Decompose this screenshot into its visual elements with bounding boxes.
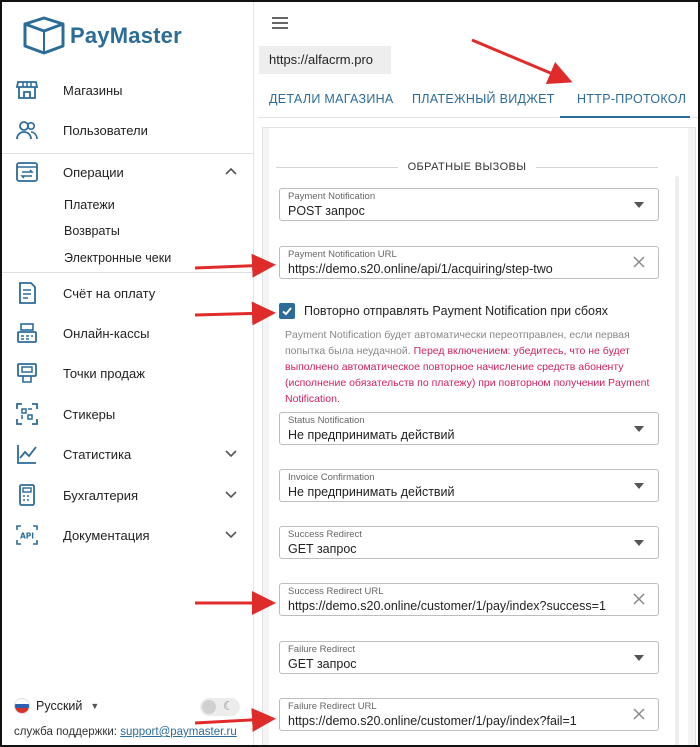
field-value: https://demo.s20.online/customer/1/pay/index?fail=1 bbox=[288, 714, 577, 728]
sidebar-subitem-refunds[interactable]: Возвраты bbox=[64, 224, 120, 238]
sidebar-item-label: Счёт на оплату bbox=[63, 285, 156, 301]
field-label: Failure Redirect bbox=[288, 644, 356, 655]
sidebar-item-label: Стикеры bbox=[63, 406, 116, 422]
annotation-arrow-payment-url bbox=[195, 265, 270, 268]
svg-text:API: API bbox=[19, 531, 35, 541]
sidebar-item-label: Магазины bbox=[63, 82, 123, 98]
field-label: Payment Notification URL bbox=[288, 249, 397, 260]
field-label: Payment Notification bbox=[288, 191, 376, 202]
field-value: https://demo.s20.online/api/1/acquiring/step-two bbox=[288, 262, 553, 276]
field-label: Success Redirect URL bbox=[288, 586, 384, 597]
sidebar-item-label: Статистика bbox=[63, 446, 132, 462]
sidebar-item-label: Операции bbox=[63, 164, 124, 180]
field-label: Failure Redirect URL bbox=[288, 701, 377, 712]
resend-checkbox-label: Повторно отправлять Payment Notification при сбоях bbox=[304, 304, 608, 318]
tab-store-details[interactable]: ДЕТАЛИ МАГАЗИНА bbox=[269, 92, 394, 106]
caret-down-icon: ▼ bbox=[90, 701, 100, 711]
field-label: Success Redirect bbox=[288, 529, 362, 540]
field-value: GET запрос bbox=[288, 542, 357, 556]
sidebar-subitem-receipts[interactable]: Электронные чеки bbox=[64, 251, 172, 265]
field-value: GET запрос bbox=[288, 657, 357, 671]
store-url-chip: https://alfacrm.pro bbox=[259, 46, 391, 74]
note-text: Payment Notification будет автоматически переотправлен, если первая попытка была неудачной. bbox=[285, 329, 630, 357]
support-prefix: служба поддержки: bbox=[14, 726, 118, 738]
tab-payment-widget[interactable]: ПЛАТЕЖНЫЙ ВИДЖЕТ bbox=[412, 92, 555, 106]
note-warning: Перед включением: убедитесь, что не будет выполнено автоматическое повторное начисление средств абоненту (исполнение обязательств по платежу) при повторном получении Payment Notification. bbox=[285, 345, 650, 405]
sidebar-item-label: Бухгалтерия bbox=[63, 487, 139, 503]
brand-name: PayMaster bbox=[70, 23, 182, 48]
annotation-arrows bbox=[2, 2, 700, 747]
sidebar-subitem-payments[interactable]: Платежи bbox=[64, 198, 115, 212]
language-label: Русский bbox=[36, 699, 83, 713]
field-label: Invoice Confirmation bbox=[288, 472, 375, 483]
sidebar-item-label: Точки продаж bbox=[63, 365, 145, 381]
sidebar-item-label: Пользователи bbox=[63, 122, 148, 138]
sidebar-item-label: Онлайн-кассы bbox=[63, 325, 150, 341]
annotation-arrow-tab bbox=[472, 40, 567, 80]
field-value: Не предпринимать действий bbox=[288, 485, 455, 499]
moon-icon: ☾ bbox=[223, 699, 234, 713]
field-value: https://demo.s20.online/customer/1/pay/index?success=1 bbox=[288, 599, 606, 613]
tab-http-protocol[interactable]: HTTP-ПРОТОКОЛ bbox=[577, 92, 687, 106]
field-value: POST запрос bbox=[288, 204, 365, 218]
section-title-text: ОБРАТНЫЕ ВЫЗОВЫ bbox=[407, 161, 527, 173]
annotation-arrow-checkbox bbox=[195, 313, 270, 315]
sidebar-item-label: Документация bbox=[63, 527, 150, 543]
support-email-link[interactable]: support@paymaster.ru bbox=[120, 726, 237, 738]
field-label: Status Notification bbox=[288, 415, 365, 426]
annotation-arrow-failure-url bbox=[195, 719, 270, 723]
field-value: Не предпринимать действий bbox=[288, 428, 455, 442]
